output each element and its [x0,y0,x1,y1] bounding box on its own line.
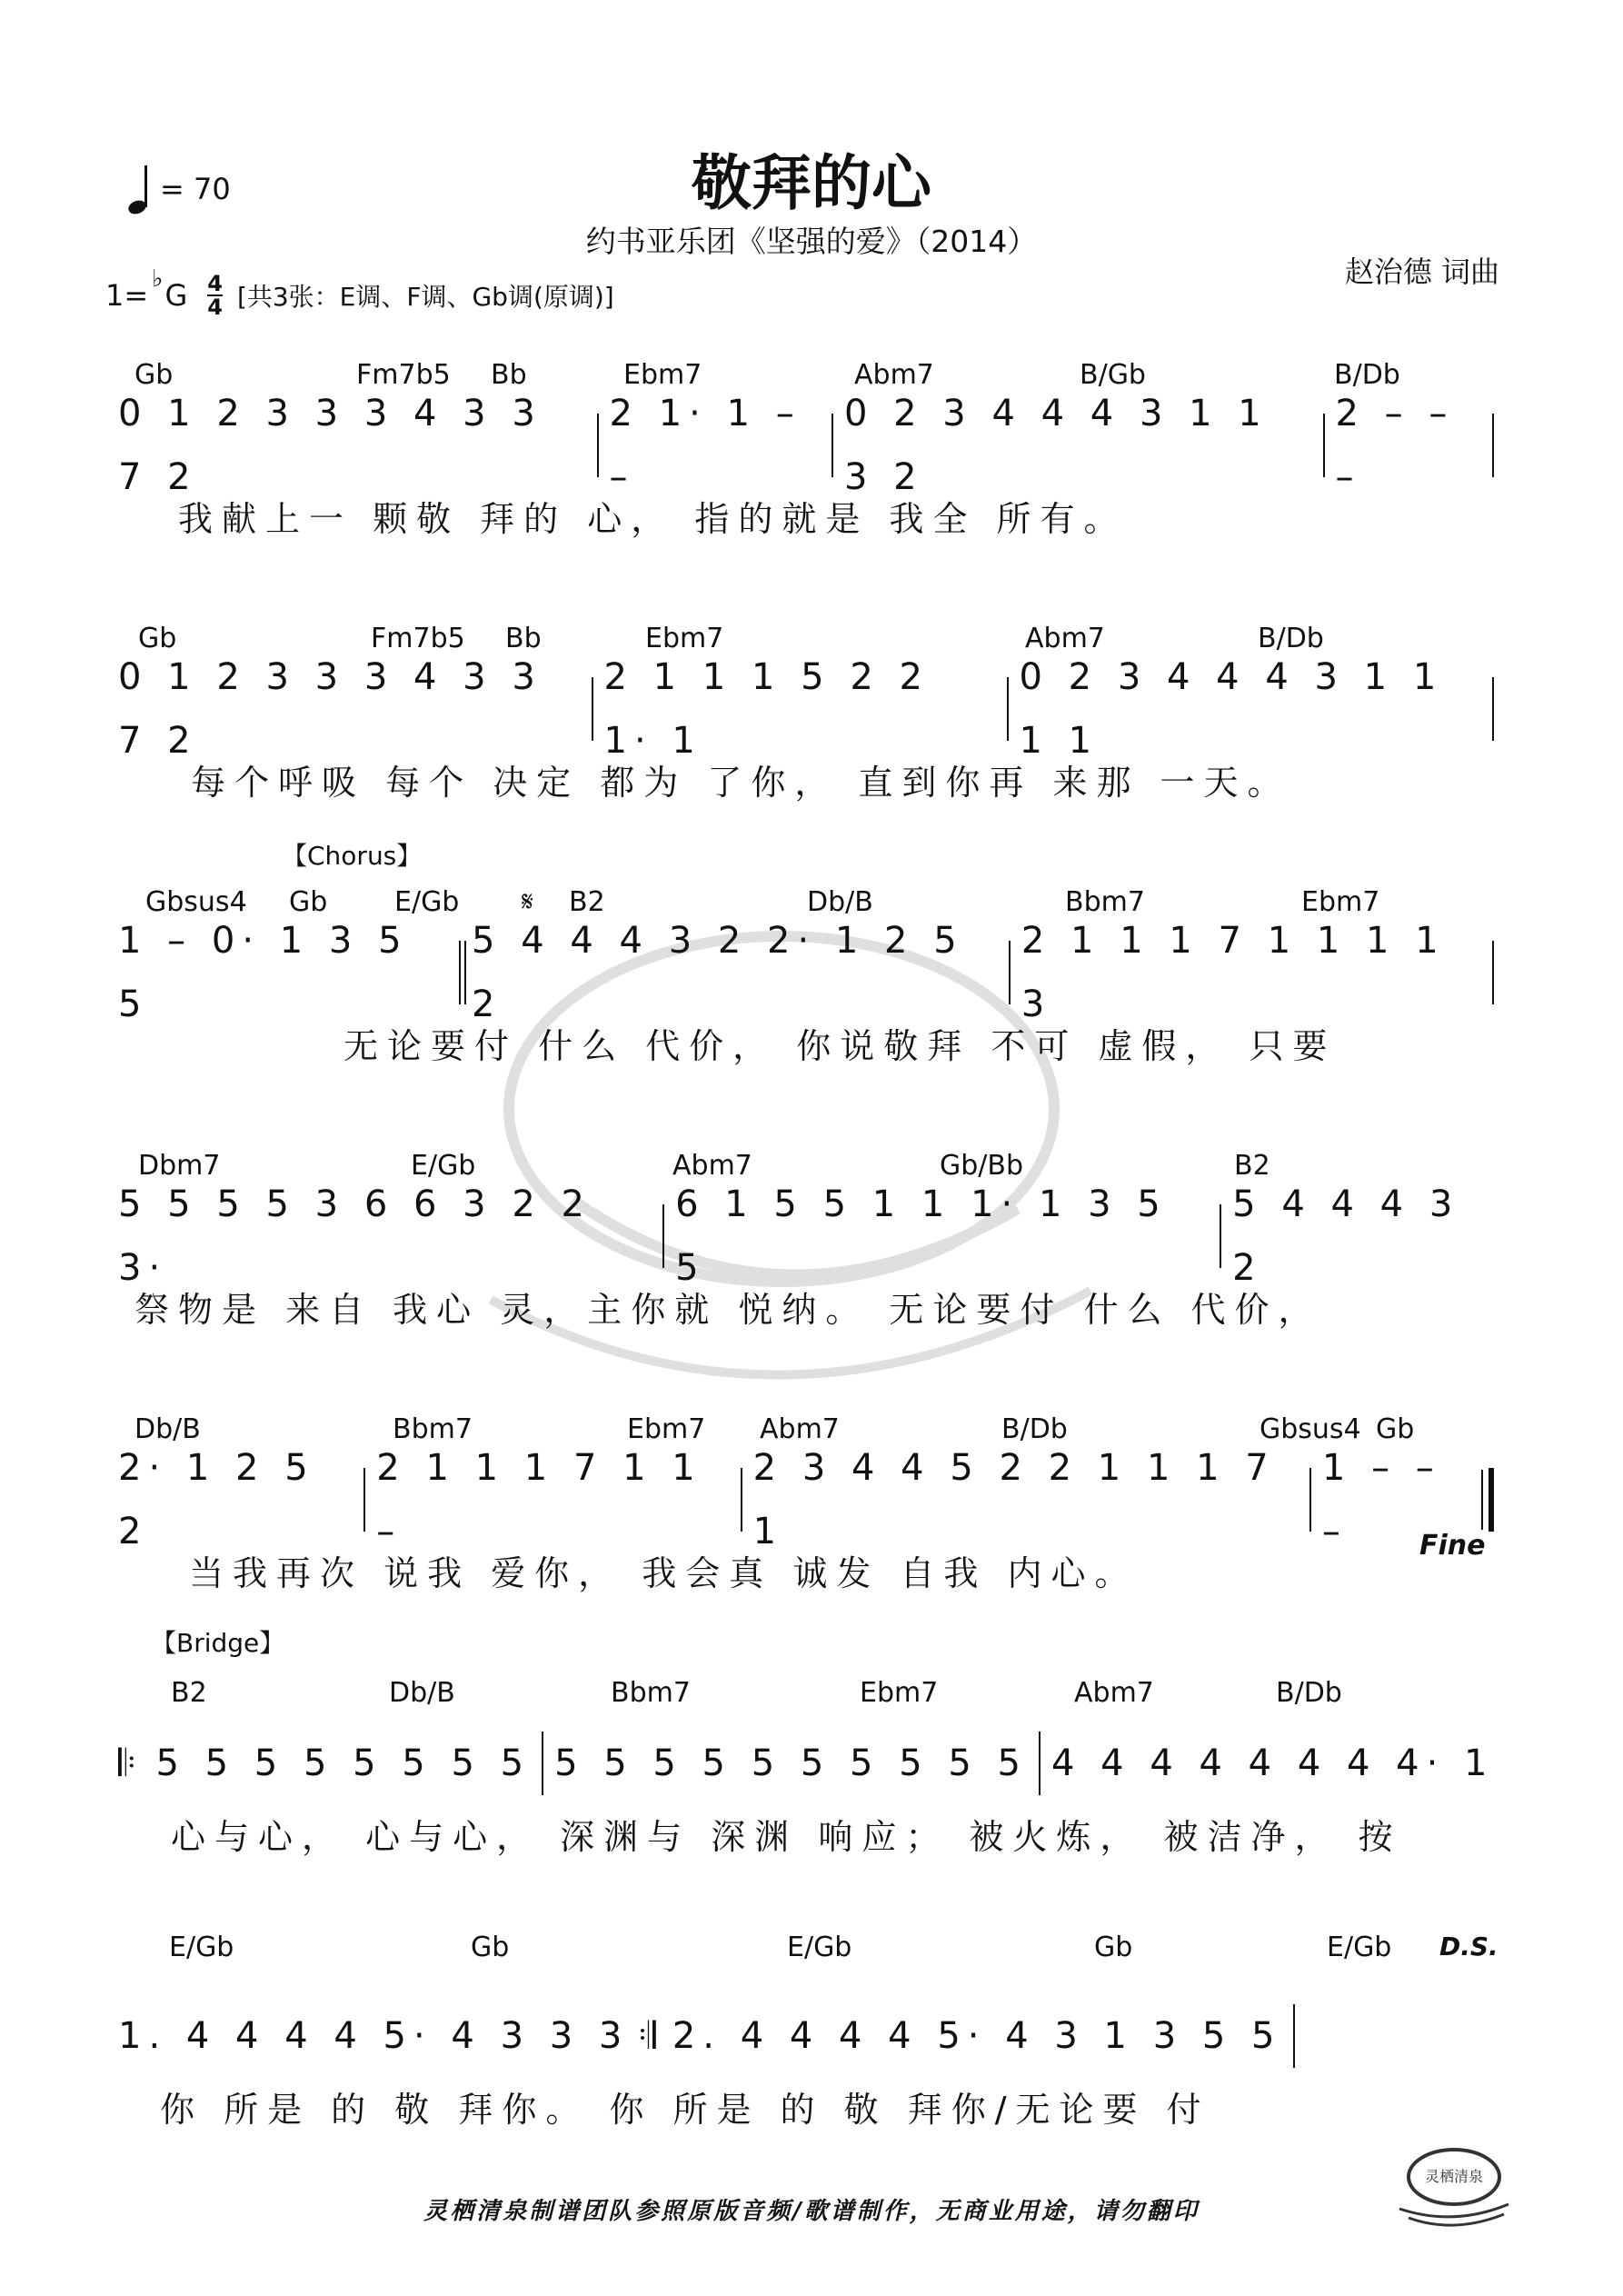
chord-symbol: B/Db [1276,1677,1342,1709]
chord-symbol: Abm7 [672,1150,752,1182]
lyrics-line: 你 所是 的 敬 拜你。 你 所是 的 敬 拜你/无论要 付 [160,2090,1210,2130]
chord-symbol: Gb [1376,1413,1415,1445]
barline [1309,1468,1311,1532]
measure: 0 1 2 3 3 3 4 3 3 7 2 [118,393,543,498]
chord-row [0,1932,1623,1968]
chord-symbol: Ebm7 [1301,886,1380,918]
measure: 2 1 1 1 5 2 2 1· 1 [603,656,930,762]
measure: 0 2 3 4 4 4 3 1 1 3 2 [843,393,1269,498]
chord-symbol: B2 [569,886,605,918]
chord-symbol: Db/B [807,886,873,918]
barline [831,414,833,477]
chord-symbol: Gb [471,1932,510,1963]
measure: 0 2 3 4 4 4 3 1 1 1 1 [1019,656,1444,762]
chord-symbol: Ebm7 [860,1677,939,1709]
composer-credit: 赵治德 词曲 [1344,255,1499,289]
flat-icon: ♭ [152,265,164,293]
barline [1039,1732,1041,1795]
measure: 0 1 2 3 3 3 4 3 3 7 2 [118,656,543,762]
fine-marking: Fine [1419,1530,1486,1562]
staff-system-3 [0,886,1623,1113]
chord-row [0,1677,1623,1713]
measure: 6 1 5 5 1 1 1· 1 3 5 5 [675,1183,1168,1289]
measure: 2 – – – [1335,393,1455,498]
chord-symbol: E/Gb [411,1150,476,1182]
tempo-value: = 70 [160,172,231,206]
barline [1007,677,1009,741]
chord-symbol: Fm7b5 [371,623,465,654]
barline [597,414,599,477]
chord-symbol: E/Gb [394,886,460,918]
measure: 1. 4 4 4 4 5· 4 3 3 3 [118,2015,630,2057]
staff-system-4 [0,1150,1623,1377]
chord-symbol: B2 [171,1677,207,1709]
chord-symbol: B2 [1234,1150,1270,1182]
chord-symbol: Abm7 [760,1413,840,1445]
chord-symbol: Bbm7 [1065,886,1145,918]
barline [363,1468,365,1532]
lyrics-line: 祭物是 来自 我心 灵，主你就 悦纳。 无论要付 什么 代价， [134,1290,1322,1330]
barline [1492,677,1494,741]
key-versions-note: [共3张：E调、F调、Gb调(原调)] [236,282,614,312]
double-barline [459,941,461,1004]
measure: 5 5 5 5 3 6 6 3 2 2 3· [118,1183,592,1289]
lyrics-line: 无论要付 什么 代价， 你说敬拜 不可 虚假， 只要 [344,1026,1337,1066]
measure: 5 4 4 4 3 2 [1232,1183,1460,1289]
album-subtitle: 约书亚乐团《坚强的爱》（2014） [585,224,1038,259]
barline [1492,941,1494,1004]
segno-icon: 𝄋 [522,886,533,918]
barline [1293,2004,1295,2068]
quarter-note-icon [127,162,153,216]
lyrics-line: 当我再次 说我 爱你， 我会真 诚发 自我 内心。 [189,1553,1139,1593]
chord-symbol: B/Db [1001,1413,1068,1445]
chord-symbol: Ebm7 [623,359,702,391]
chord-symbol: Abm7 [854,359,934,391]
chord-symbol: Ebm7 [645,623,724,654]
key-signature-line [105,265,614,320]
chord-symbol: Db/B [134,1413,201,1445]
barline [1492,414,1494,477]
page-title: 敬拜的心 [692,148,931,218]
measure: 5 5 5 5 5 5 5 5 5 5 [554,1742,1028,1784]
measure: 4 4 4 4 4 4 4 4· 1 [1051,1742,1495,1784]
time-signature [207,273,223,318]
lyrics-line: 心与心， 心与心， 深渊与 深渊 响应； 被火炼， 被洁净， 按 [171,1817,1402,1857]
repeat-start-icon: 𝄆 [118,1742,144,1784]
lingqi-logo [1390,2127,1518,2227]
chord-symbol: Gb [138,623,177,654]
barline [1220,1204,1221,1268]
chord-symbol: Bbm7 [393,1413,473,1445]
notation-row [118,2004,1505,2068]
notation-row [118,656,1505,762]
chord-symbol: Gb [134,359,174,391]
chord-symbol: B/Gb [1080,359,1146,391]
logo-text: 灵栖清泉 [1424,2168,1484,2185]
notation-row [118,1732,1505,1795]
chord-symbol: Gb/Bb [940,1150,1024,1182]
measure: 2 1 1 1 7 1 1 – [376,1447,702,1552]
key-prefix: 1= [105,278,149,313]
staff-system-2 [0,623,1623,850]
final-barline [1489,1468,1494,1532]
key-note: G [164,278,188,313]
chord-symbol: Ebm7 [627,1413,706,1445]
staff-system-7 [0,1932,1623,2159]
chord-symbol: Db/B [389,1677,455,1709]
barline [1323,414,1325,477]
chord-symbol: E/Gb [787,1932,852,1963]
chord-symbol: Bb [505,623,542,654]
measure: 5 4 4 4 3 2 2· 1 2 5 2 [472,920,964,1025]
chord-symbol: E/Gb [1327,1932,1392,1963]
chord-symbol: Gb [1094,1932,1133,1963]
measure: 1 – 0· 1 3 5 5 [118,920,409,1025]
chord-symbol: Fm7b5 [356,359,451,391]
lyrics-line: 我献上一 颗敬 拜的 心， 指的就是 我全 所有。 [178,499,1128,539]
section-label-chorus: 【Chorus】 [282,841,423,871]
measure: 2· 1 2 5 2 [118,1447,315,1552]
measure: 2 3 4 4 5 2 2 1 1 1 7 1 [752,1447,1276,1552]
notation-row [118,1183,1505,1289]
ds-marking: D.S. [1439,1932,1499,1962]
measure: 2. 4 4 4 4 5· 4 3 1 3 5 5 [672,2015,1282,2057]
tempo-marking [127,162,231,216]
chord-symbol: E/Gb [169,1932,234,1963]
barline [542,1732,543,1795]
measure: 2 1· 1 – – [609,393,802,498]
repeat-end-icon: 𝄇 [638,2015,663,2057]
chord-symbol: Bbm7 [611,1677,691,1709]
barline [662,1204,664,1268]
measure: 5 5 5 5 5 5 5 5 [155,1742,532,1784]
chord-symbol: B/Db [1258,623,1324,654]
chord-symbol: Gb [289,886,328,918]
time-signature-top: 4 [207,271,223,296]
time-signature-bottom: 4 [207,294,223,320]
measure: 1 – – – [1321,1447,1441,1552]
chord-symbol: Abm7 [1025,623,1105,654]
section-label-bridge: 【Bridge】 [151,1628,285,1658]
chord-symbol: Dbm7 [138,1150,221,1182]
chord-symbol: Abm7 [1074,1677,1154,1709]
copyright-footer: 灵栖清泉制谱团队参照原版音频/歌谱制作，无商业用途，请勿翻印 [423,2198,1200,2225]
barline [592,677,593,741]
staff-system-6 [0,1677,1623,1904]
notation-row [118,393,1505,498]
staff-system-1 [0,359,1623,586]
notation-row [118,920,1505,1025]
lyrics-line: 每个呼吸 每个 决定 都为 了你， 直到你再 来那 一天。 [191,763,1291,803]
staff-system-5 [0,1413,1623,1641]
barline [1009,941,1011,1004]
chord-symbol: B/Db [1334,359,1400,391]
measure: 2 1 1 1 7 1 1 1 1 3 [1021,920,1446,1025]
chord-symbol: Gbsus4 [145,886,247,918]
chord-symbol: Bb [491,359,527,391]
chord-symbol: Gbsus4 [1260,1413,1361,1445]
barline [741,1468,742,1532]
